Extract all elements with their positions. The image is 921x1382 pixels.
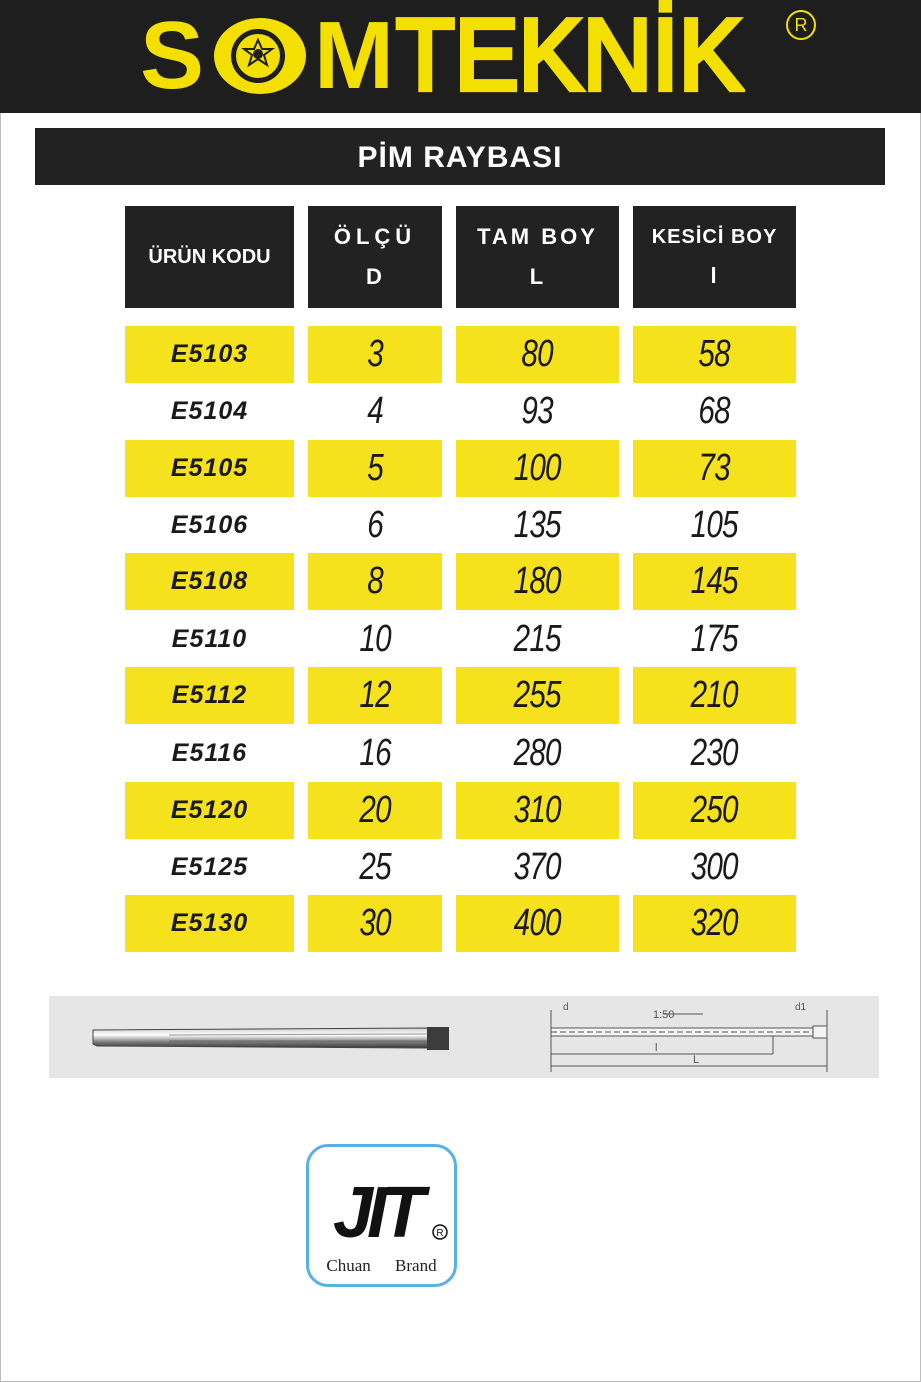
logo-caption xyxy=(309,1256,454,1276)
diameter-value: 16 xyxy=(359,732,391,774)
title-bar xyxy=(35,128,885,185)
total-length-value: 280 xyxy=(513,732,562,774)
jit-registered-mark: R xyxy=(436,1228,444,1239)
total-length-value: 100 xyxy=(513,447,562,489)
diameter-value: 12 xyxy=(359,674,391,716)
reamer-technical-drawing xyxy=(543,996,873,1078)
brand-star-o-icon xyxy=(212,16,308,96)
header-label: KESİCİ BOY xyxy=(651,225,778,248)
l-label: l xyxy=(655,1042,658,1054)
product-code: E5120 xyxy=(170,796,249,824)
logo-word-brand: Brand xyxy=(395,1256,437,1275)
jit-brand-logo xyxy=(306,1144,457,1287)
table-row xyxy=(0,440,921,497)
jit-logo-mark xyxy=(309,1153,454,1253)
product-code: E5106 xyxy=(170,511,249,539)
header-symbol: D xyxy=(366,264,384,289)
table-row xyxy=(0,326,921,383)
cutting-length-value: 68 xyxy=(698,390,731,432)
diameter-value: 20 xyxy=(359,789,391,831)
product-code: E5112 xyxy=(171,681,248,709)
d1-label: d1 xyxy=(795,1002,807,1013)
total-length-value: 370 xyxy=(513,846,562,888)
table-row xyxy=(0,553,921,610)
header-symbol: l xyxy=(710,262,719,288)
diameter-value: 4 xyxy=(367,390,383,432)
total-length-value: 93 xyxy=(521,390,554,432)
brand-letter-m: M xyxy=(314,2,396,109)
cutting-length-value: 58 xyxy=(698,333,731,375)
cutting-length-value: 300 xyxy=(690,846,739,888)
total-length-value: 310 xyxy=(513,789,562,831)
diameter-value: 25 xyxy=(359,846,391,888)
d-label: d xyxy=(563,1002,569,1013)
total-length-value: 215 xyxy=(513,618,562,660)
cutting-length-value: 250 xyxy=(690,789,739,831)
product-code: E5104 xyxy=(170,397,249,425)
diameter-value: 8 xyxy=(367,560,383,602)
product-code: E5130 xyxy=(170,909,249,937)
cutting-length-value: 145 xyxy=(690,560,739,602)
table-row xyxy=(0,725,921,782)
table-row xyxy=(0,895,921,952)
table-row xyxy=(0,383,921,440)
product-code: E5105 xyxy=(170,454,249,482)
L-label: L xyxy=(693,1054,700,1066)
cutting-length-value: 230 xyxy=(690,732,739,774)
logo-word-chuan: Chuan xyxy=(326,1256,371,1275)
brand-letter-s: S xyxy=(140,2,207,109)
table-row xyxy=(0,839,921,896)
header-cutting-length xyxy=(633,206,796,308)
header-symbol: L xyxy=(529,264,546,289)
total-length-value: 400 xyxy=(513,902,562,944)
cutting-length-value: 105 xyxy=(690,504,739,546)
header-label: ÖLÇÜ xyxy=(333,224,417,249)
product-code: E5103 xyxy=(170,340,249,368)
jit-mark-text: JIT xyxy=(333,1173,420,1253)
header-label: ÜRÜN KODU xyxy=(148,245,271,268)
diameter-value: 10 xyxy=(359,618,391,660)
cutting-length-value: 175 xyxy=(690,618,739,660)
table-row xyxy=(0,611,921,668)
product-code: E5116 xyxy=(171,739,248,767)
registered-mark: R xyxy=(786,10,816,40)
page-title: PİM RAYBASI xyxy=(357,141,563,174)
header-total-length xyxy=(456,206,619,308)
brand-logo xyxy=(140,0,743,112)
product-code: E5110 xyxy=(171,625,248,653)
total-length-value: 180 xyxy=(513,560,562,602)
product-code: E5108 xyxy=(170,567,249,595)
product-drawing-strip xyxy=(49,996,879,1078)
product-code: E5125 xyxy=(170,853,249,881)
header-diameter xyxy=(308,206,442,308)
diameter-value: 5 xyxy=(367,447,383,489)
diameter-value: 30 xyxy=(359,902,391,944)
cutting-length-value: 73 xyxy=(698,447,731,489)
table-row xyxy=(0,782,921,839)
table-row xyxy=(0,497,921,554)
header-label: TAM BOY xyxy=(477,224,598,249)
brand-word-teknik: TEKNİK xyxy=(396,0,743,112)
header-product-code xyxy=(125,206,294,308)
total-length-value: 80 xyxy=(521,333,554,375)
cutting-length-value: 320 xyxy=(690,902,739,944)
diameter-value: 3 xyxy=(367,333,383,375)
taper-label: 1:50 xyxy=(653,1009,675,1021)
total-length-value: 135 xyxy=(513,504,562,546)
total-length-value: 255 xyxy=(513,674,562,716)
cutting-length-value: 210 xyxy=(690,674,739,716)
diameter-value: 6 xyxy=(367,504,383,546)
table-row xyxy=(0,667,921,724)
brand-header xyxy=(0,0,921,113)
